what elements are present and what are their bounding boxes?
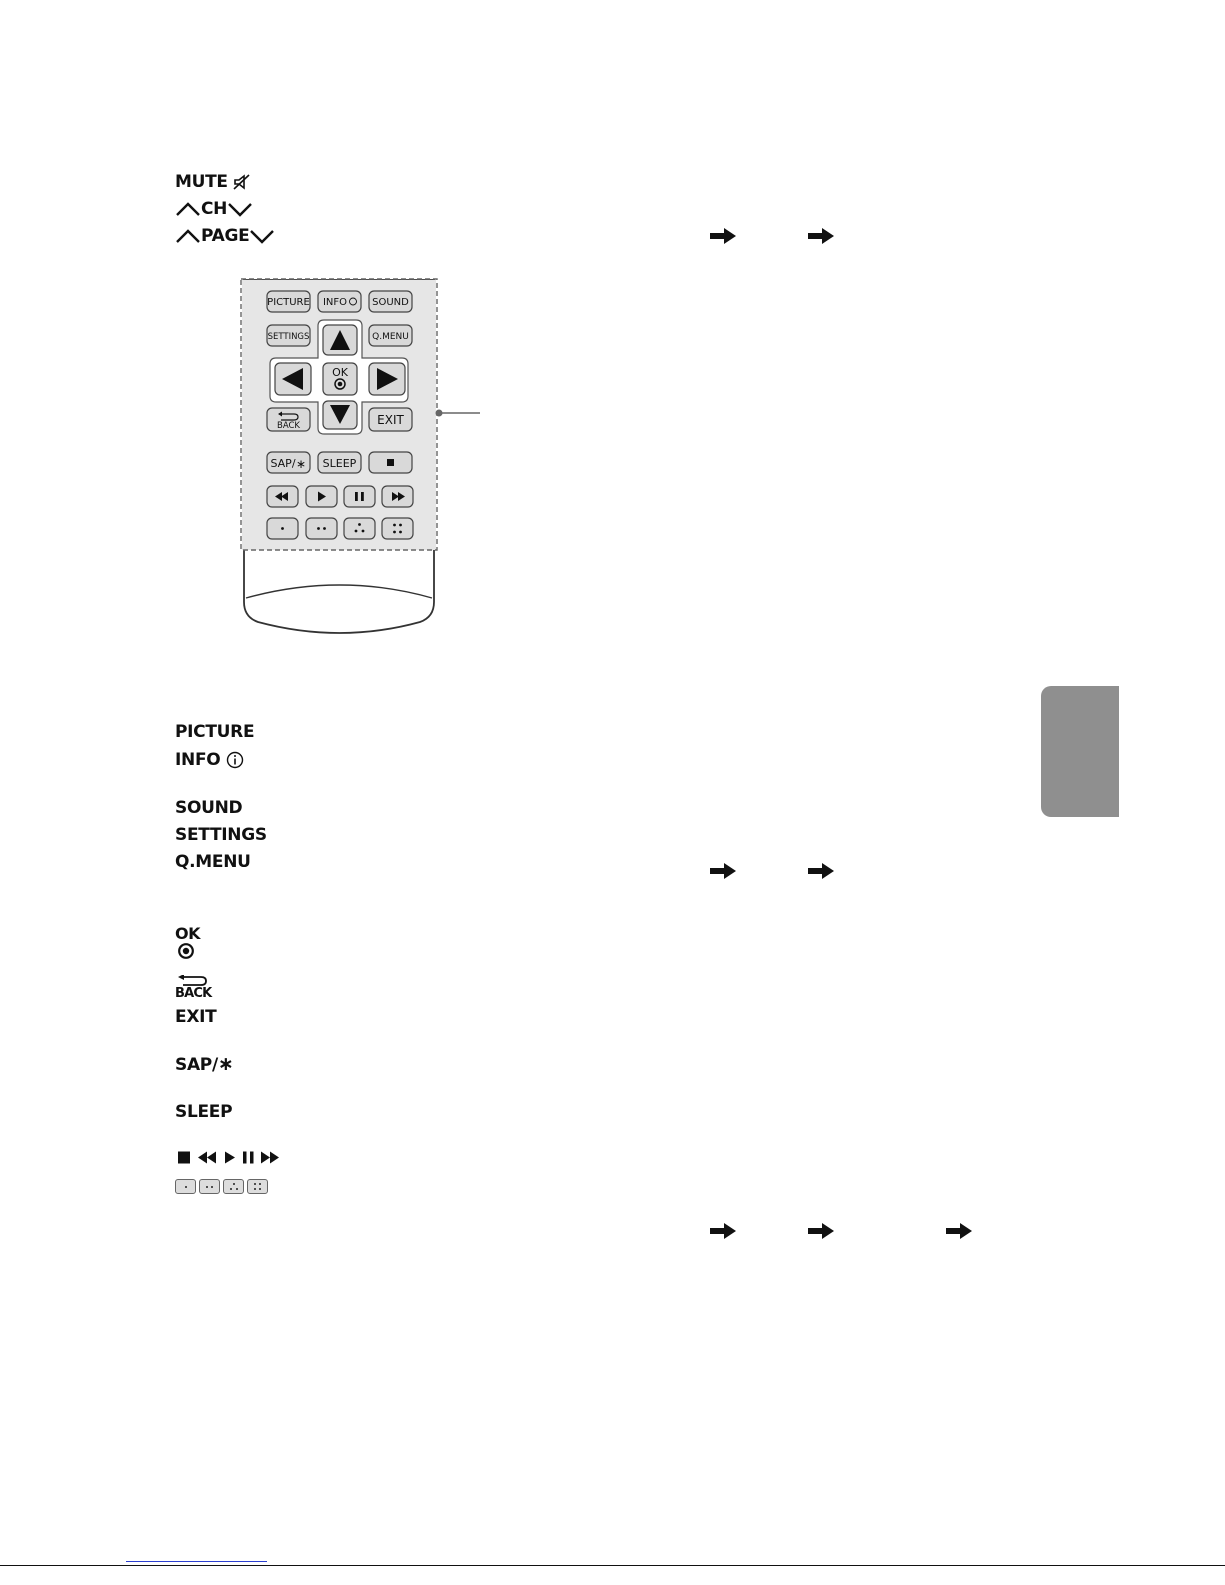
svg-text:OK: OK [332,366,348,379]
right-arrow-icon [808,863,834,879]
play-key[interactable] [306,486,337,507]
dot-key-2-icon [199,1179,220,1194]
qmenu-label: Q.MENU [175,852,251,872]
dot-key-4[interactable] [382,518,413,539]
back-label: BACK [175,975,215,1003]
info-key[interactable] [318,291,361,312]
svg-text:SLEEP: SLEEP [322,457,357,470]
page-label: PAGE [175,226,275,246]
exit-key[interactable] [369,408,412,431]
ok-target-icon [175,942,197,960]
stop-key[interactable] [369,452,412,473]
stop-icon [178,1152,190,1164]
ok-label: OK [175,926,205,962]
sound-key[interactable] [369,291,412,312]
svg-text:INFO: INFO [322,297,348,308]
chevron-up-icon [175,228,201,244]
picture-key[interactable] [267,291,310,312]
fast-forward-key[interactable] [382,486,413,507]
right-arrow-icon [710,228,736,244]
play-icon [225,1152,235,1164]
right-arrow-icon [808,228,834,244]
footer-link-underline[interactable] [126,1561,267,1562]
fast-forward-icon [261,1152,279,1164]
svg-text:BACK: BACK [276,421,301,431]
picture-label: PICTURE [175,722,255,742]
dot-key-1-icon [175,1179,196,1194]
rewind-key[interactable] [267,486,298,507]
dot-key-4-icon [247,1179,268,1194]
dot-keys-icons [175,1178,271,1194]
sap-key[interactable] [267,452,310,473]
svg-text:PICTURE: PICTURE [267,297,310,308]
playback-icons [175,1149,285,1167]
chevron-down-icon [227,201,253,217]
mute-label: MUTE [175,172,251,192]
asterisk-icon: ∗ [217,1053,234,1075]
rewind-icon [198,1152,216,1164]
svg-text:EXIT: EXIT [377,413,404,427]
svg-text:SETTINGS: SETTINGS [267,332,310,342]
ch-label: CH [175,199,253,219]
svg-text:Q.MENU: Q.MENU [372,332,409,342]
left-key[interactable] [275,363,311,395]
settings-label: SETTINGS [175,825,267,845]
pause-icon [243,1152,254,1164]
down-key[interactable] [323,401,357,429]
chevron-up-icon [175,201,201,217]
right-arrow-icon [710,863,736,879]
sleep-label: SLEEP [175,1102,233,1122]
chevron-down-icon [249,228,275,244]
exit-label: EXIT [175,1007,217,1027]
right-key[interactable] [369,363,405,395]
settings-key[interactable] [267,325,310,346]
back-key[interactable] [267,408,310,431]
remote-illustration [230,272,490,642]
section-tab [1041,686,1119,817]
sound-label: SOUND [175,798,243,818]
dot-key-2[interactable] [306,518,337,539]
dot-key-3-icon [223,1179,244,1194]
dot-key-3[interactable] [344,518,375,539]
svg-text:∗: ∗ [295,457,307,471]
sleep-key[interactable] [318,452,361,473]
sap-label: SAP/∗ [175,1053,234,1075]
qmenu-key[interactable] [369,325,412,346]
footer-rule [0,1565,1225,1566]
dot-key-1[interactable] [267,518,298,539]
svg-text:SAP/: SAP/ [270,457,296,470]
up-key[interactable] [323,325,357,355]
pause-key[interactable] [344,486,375,507]
right-arrow-icon [946,1223,972,1239]
right-arrow-icon [808,1223,834,1239]
svg-text:SOUND: SOUND [372,297,409,308]
right-arrow-icon [710,1223,736,1239]
info-label: INFO [175,750,244,770]
ok-key[interactable] [323,363,357,395]
info-circle-icon [226,751,244,769]
speaker-mute-icon [233,173,251,191]
